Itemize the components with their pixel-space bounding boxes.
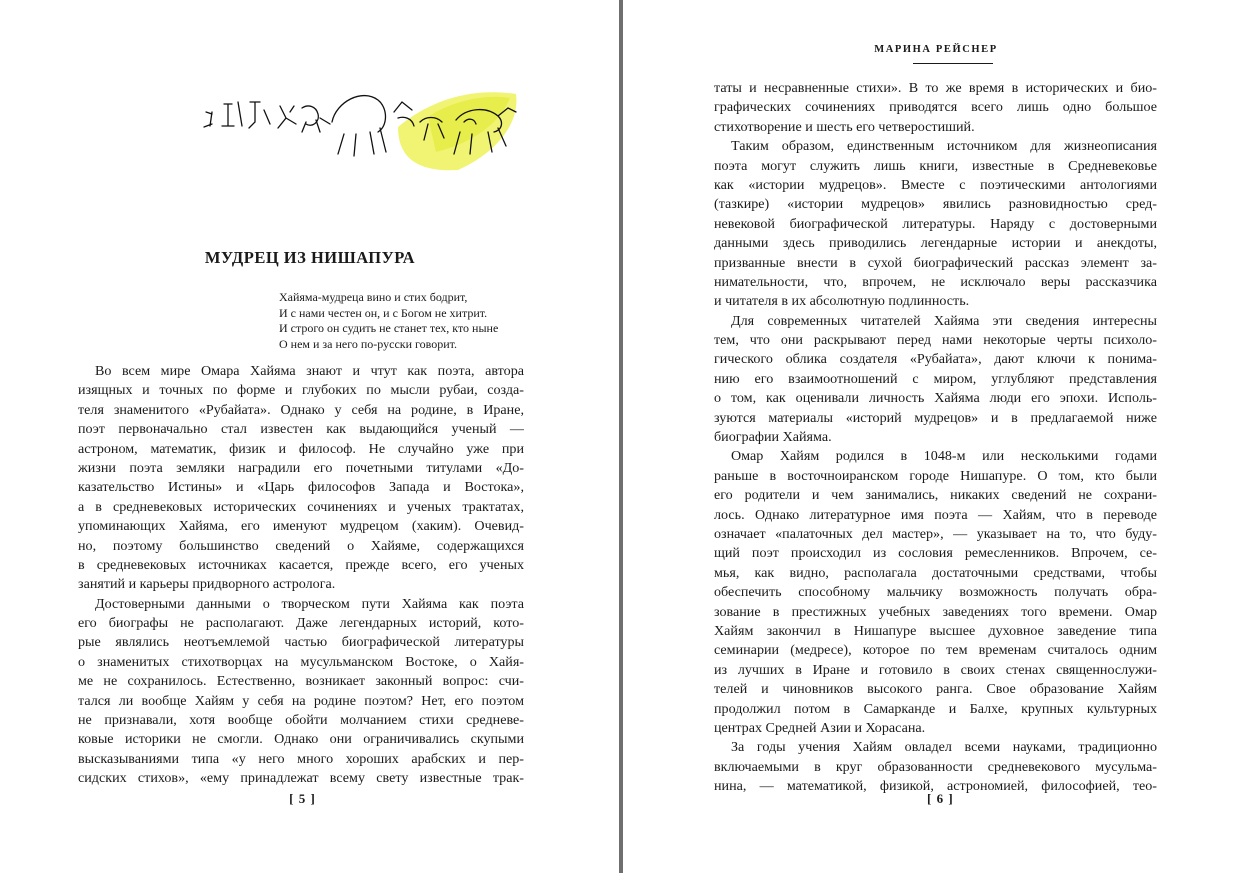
text-line: щий поэт происходил из сословия ремесленников. Впрочем, се- [714, 545, 1157, 562]
text-line: Таким образом, единственным источником для жизнеописания [731, 138, 1157, 155]
text-line: в средневековых источниках касается, прежде всего, его ученых [78, 556, 524, 573]
text-line: зование в престижных учебных заведениях того времени. Омар [714, 603, 1157, 620]
text-line: Достоверными данными о творческом пути Хайяма как поэта [95, 595, 524, 612]
text-line: Омар Хайям родился в 1048-м или несколькими годами [731, 448, 1157, 465]
text-line: Для современных читателей Хайяма эти сведения интересны [731, 312, 1157, 329]
text-line: как «истории мудрецов». Вместе с поэтическими антологиями [714, 176, 1157, 193]
text-line: из лучших в Иране и готовило в своих стенах священнослужи- [714, 661, 1157, 678]
text-line: его биографы не располагают. Даже легендарных историй, кото- [78, 615, 524, 632]
text-line: о том, как оценивали личность Хайяма люди его эпохи. Исполь- [714, 390, 1157, 407]
text-line: невековой биографической литературы. Наряду с достоверными [714, 215, 1157, 232]
text-line: поэта могут служить лишь книги, известные в Средневековье [714, 157, 1157, 174]
text-line: жизни поэта земляки наградили его почетными титулами «До- [78, 459, 524, 476]
text-line: поэт первоначально стал известен как выдающийся ученый — [78, 421, 524, 438]
text-line: биографии Хайяма. [714, 429, 832, 446]
caravan-illustration [198, 82, 528, 174]
text-line: его родители и чем занимались, никаких сведений не сохрани- [714, 487, 1157, 504]
epigraph-line: И строго он судить не станет тех, кто ныне [279, 321, 499, 335]
text-line: семинарии (медресе), которое по тем временам считалось одним [714, 642, 1157, 659]
text-line: гического облика создателя «Рубайата», дают ключи к понима- [714, 351, 1157, 368]
page-number: [ 6 ] [927, 791, 954, 806]
running-head-rule [913, 63, 993, 64]
text-line: ме не сохранилось. Естественно, возникает законный вопрос: счи- [78, 673, 524, 690]
text-line: о знаменитых стихотворцах на мусульманском Востоке, о Хайя- [78, 653, 524, 670]
epigraph [279, 290, 539, 352]
text-line: высказываниями типа «у него много хороших арабских и пер- [78, 750, 524, 767]
text-line: теля знаменитого «Рубайата». Однако у себя на родине, в Иране, [78, 401, 524, 418]
text-line: таты и несравненные стихи». В то же время в исторических и био- [714, 80, 1157, 96]
text-line: упоминающих Хайяма, его именуют мудрецом (хаким). Очевид- [78, 518, 524, 535]
text-line: означает «палаточных дел мастер», — указывает на то, что буду- [714, 525, 1157, 542]
text-line: лось. Однако литературное имя поэта — Хайям, что в переводе [714, 506, 1157, 523]
text-line: продолжил потом в Самарканде и Балхе, крупных культурных [714, 700, 1157, 717]
text-line: центрах Средней Азии и Хорасана. [714, 719, 926, 736]
text-line: телей и чиновников высокого ранга. Свое образование Хайям [714, 681, 1157, 698]
epigraph-line: И с нами честен он, и с Богом не хитрит. [279, 305, 488, 320]
text-line: нимательности, что, впрочем, не исключало веры рассказчика [714, 273, 1157, 290]
text-line: данными здесь приводились легендарные истории и анекдоты, [714, 235, 1157, 252]
text-line: но, поэтому большинство сведений о Хайяме, содержащихся [78, 537, 524, 554]
text-line: призванные внести в сухой биографический рассказ элемент за- [714, 254, 1157, 271]
epigraph-line: Хайяма-мудреца вино и стих бодрит, [279, 290, 468, 304]
text-line: обеспечить способному мальчику возможность получать обра- [714, 584, 1157, 601]
text-line: Во всем мире Омара Хайяма знают и чтут как поэта, автора [95, 363, 524, 379]
text-line: и читателя в их абсолютную подлинность. [714, 293, 970, 310]
text-line: нина, — математикой, физикой, астрономией, философией, тео- [714, 778, 1157, 795]
text-line: мья, как видно, располагала достаточными средствами, чтобы [714, 564, 1157, 581]
text-line: зуются материалы «историй мудрецов» и в предлагаемой ниже [714, 409, 1157, 426]
text-line: Хайям закончил в Нишапуре высшее духовное заведение типа [714, 622, 1157, 639]
text-line: раньше в восточноиранском городе Нишапуре. О том, кто были [714, 467, 1157, 484]
text-line: графических сочинениях приводятся всего лишь одно большое [714, 99, 1157, 116]
text-line: сидских стихов», «ему принадлежат всему свету известные трак- [78, 770, 524, 787]
chapter-title: МУДРЕЦ ИЗ НИШАПУРА [204, 248, 416, 267]
text-line: тем, что они раскрывают перед нами некоторые черты психоло- [714, 332, 1157, 349]
text-line: включаемыми в круг образованности средневекового мусульма- [714, 758, 1157, 775]
text-line: казательство Истины» и «Царь философов Запада и Востока», [78, 479, 524, 496]
text-line: нию его взаимоотношений с миром, углубляют представления [714, 370, 1157, 387]
body-text [78, 362, 524, 789]
text-line: а в средневековых исторических сочинениях и ученых трактатах, [78, 498, 524, 515]
text-line: не признавали, хотя вообще обойти молчанием стихи средневе- [78, 712, 524, 729]
page-number: [ 5 ] [289, 791, 316, 806]
text-line: (тазкире) «истории мудрецов» явились разновидностью сред- [714, 196, 1157, 213]
text-line: тался ли вообще Хайям у себя на родине поэтом? Нет, его поэтом [78, 692, 524, 709]
text-line: ковые историки не смогли. Однако они ограничивались скупыми [78, 731, 524, 748]
text-line: занятий и карьеры придворного астролога. [78, 576, 336, 593]
text-line: стихотворение и шесть его четверостиший. [714, 118, 975, 135]
epigraph-line: О нем и за него по-русски говорит. [279, 336, 458, 351]
text-line: изящных и точных по форме и глубоких по мысли рубаи, созда- [78, 382, 524, 399]
running-head: МАРИНА РЕЙСНЕР [874, 44, 998, 55]
text-line: астроном, математик, физик и философ. Не случайно уже при [78, 440, 524, 457]
body-text [714, 79, 1157, 796]
text-line: За годы учения Хайям овладел всеми науками, традиционно [731, 739, 1157, 756]
text-line: рые являлись неотъемлемой частью биографической литературы [78, 634, 524, 651]
right-page [623, 0, 1237, 873]
